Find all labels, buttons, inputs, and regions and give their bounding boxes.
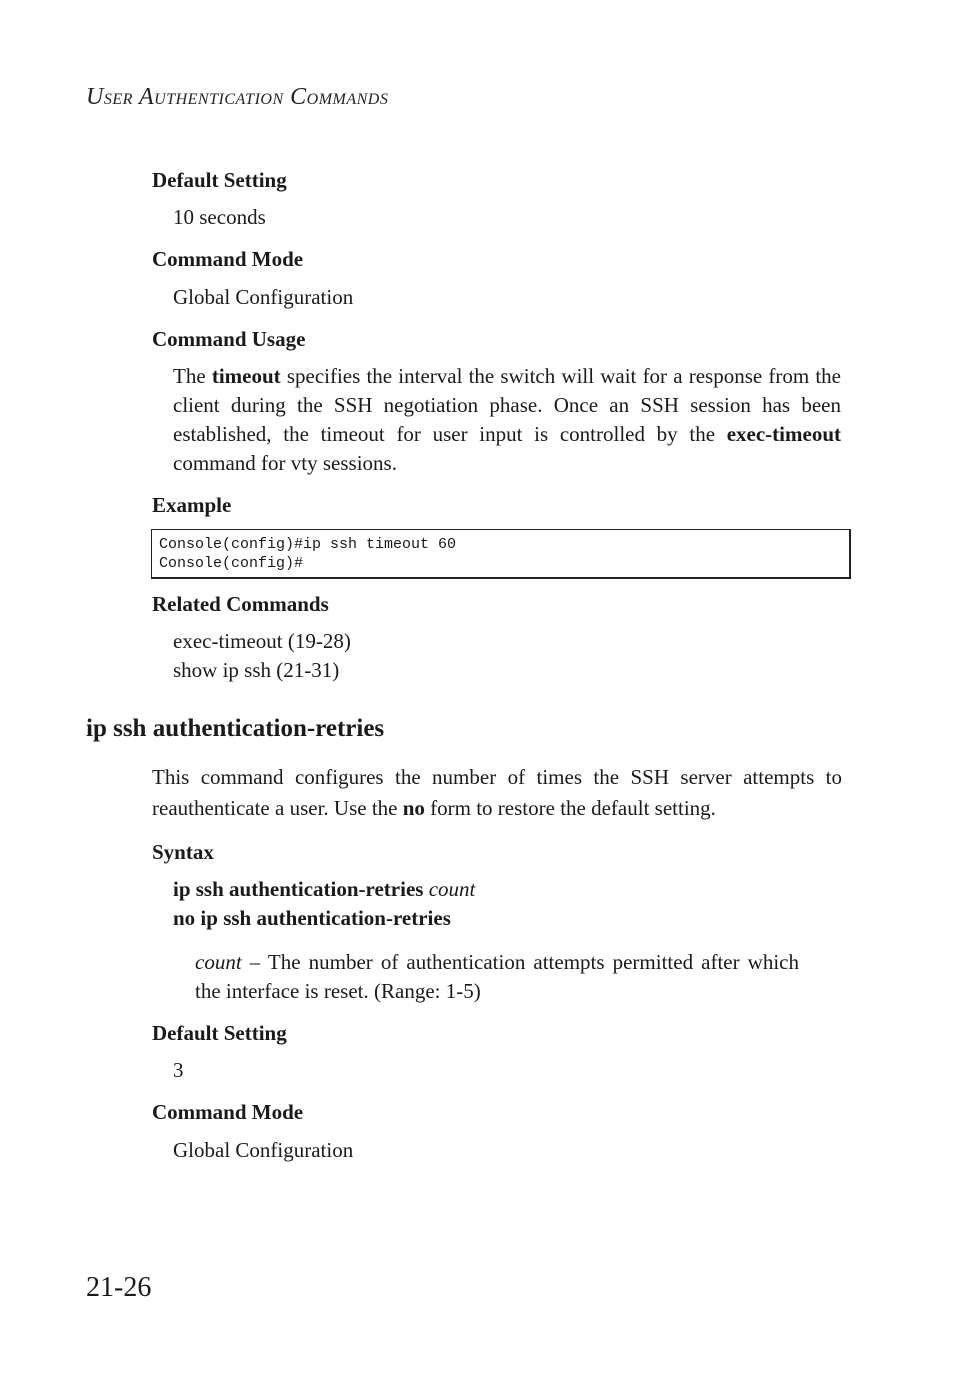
default-setting-value: 10 seconds	[173, 205, 266, 229]
parameter-description: count – The number of authentication attempts permitted after which the interface is reset. (Range: 1-5)	[195, 950, 799, 1003]
syntax-param: count	[428, 877, 476, 901]
command-usage-heading: Command Usage	[152, 327, 306, 351]
command-mode-value: Global Configuration	[173, 1138, 354, 1162]
related-commands-heading: Related Commands	[152, 592, 329, 616]
command-mode-value: Global Configuration	[173, 285, 354, 309]
page-number: 21-26	[86, 1272, 152, 1303]
default-setting-heading: Default Setting	[152, 1021, 287, 1045]
param-name: count	[195, 950, 242, 974]
code-line: Console(config)#	[159, 555, 304, 572]
related-command-item: exec-timeout (19-28)	[173, 629, 351, 653]
example-code-block	[151, 529, 851, 579]
section-description: This command configures the number of times the SSH server attempts to reauthenticate a user. Use the no form to restore the default setting.	[152, 765, 842, 820]
command-mode-heading: Command Mode	[152, 247, 304, 271]
command-usage-text: The timeout specifies the interval the switch will wait for a response from the client during the SSH negotiation phase. Once an SSH session has been established, the timeout for user input is controlled by the exec-timeout command for vty sessions.	[173, 364, 841, 475]
syntax-heading: Syntax	[152, 840, 214, 864]
default-setting-heading: Default Setting	[152, 168, 287, 192]
syntax-line: ip ssh authentication-retries count	[173, 877, 476, 901]
related-command-item: show ip ssh (21-31)	[173, 658, 340, 682]
syntax-no-line: no ip ssh authentication-retries	[173, 906, 451, 930]
default-setting-value: 3	[173, 1058, 184, 1082]
keyword-no: no	[402, 796, 425, 820]
keyword-exec-timeout: exec-timeout	[726, 422, 841, 446]
section-title: ip ssh authentication-retries	[86, 715, 385, 742]
running-header: USER AUTHENTICATION COMMANDS	[86, 84, 389, 110]
example-heading: Example	[152, 493, 232, 517]
command-mode-heading: Command Mode	[152, 1100, 304, 1124]
code-line: Console(config)#ip ssh timeout 60	[159, 536, 457, 553]
keyword-timeout: timeout	[211, 364, 281, 388]
